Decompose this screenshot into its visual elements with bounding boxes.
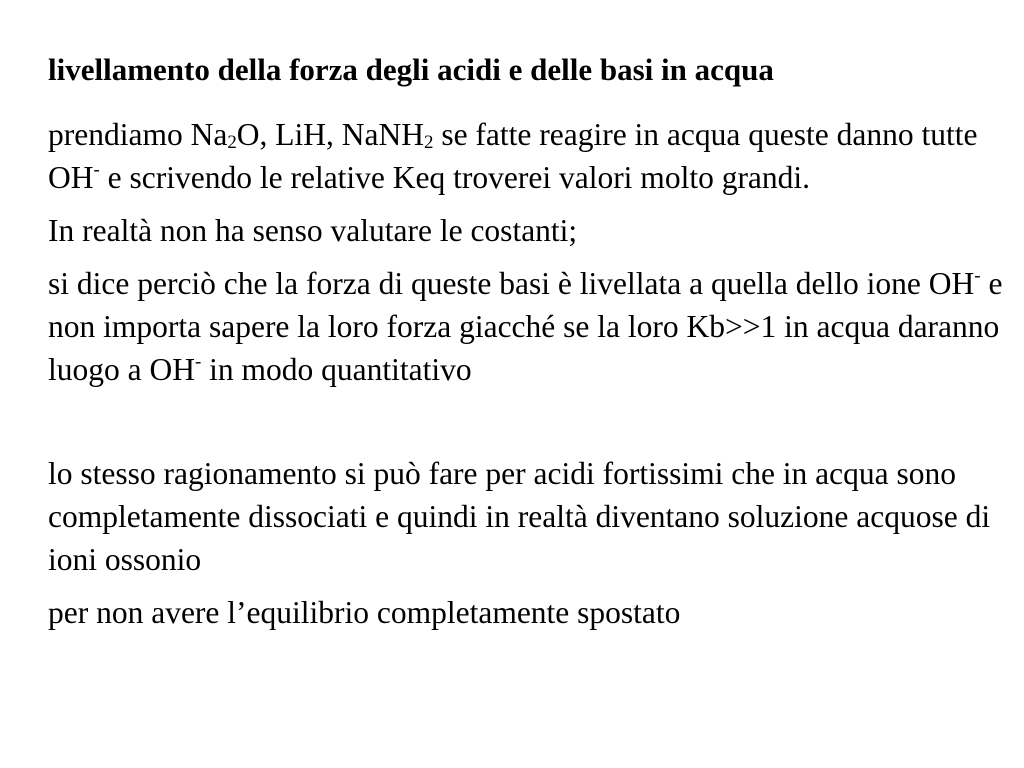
- text-segment: in modo quantitativo: [201, 352, 472, 387]
- text-segment: si dice perciò che la forza di queste basi è livellata a quella dello ione OH: [48, 266, 975, 301]
- subscript: 2: [227, 131, 237, 153]
- superscript-charge: -: [194, 351, 202, 373]
- subscript: 2: [423, 131, 434, 153]
- text-segment: lo stesso ragionamento si può fare per acidi fortissimi che in acqua sono completamente dissociati e quindi in realtà diventano soluzione acquose di ioni ossonio: [48, 456, 991, 577]
- slide-body: [48, 113, 1018, 634]
- paragraph-constants: [48, 209, 1018, 252]
- text-segment: O, LiH, NaNH: [236, 117, 424, 152]
- paragraph-strong-acids: [48, 452, 1018, 581]
- paragraph-equilibrium: [48, 591, 1018, 634]
- text-segment: se fatte reagire in acqua queste danno tutte OH: [48, 117, 978, 195]
- superscript-charge: -: [93, 159, 100, 181]
- paragraph-leveling: [48, 262, 1018, 391]
- text-segment: In realtà non ha senso valutare le costanti;: [48, 213, 578, 248]
- slide-title: livellamento della forza degli acidi e delle basi in acqua: [48, 52, 774, 87]
- superscript-charge: -: [974, 265, 981, 287]
- paragraph-bases-in-water: [48, 113, 1018, 199]
- text-segment: e scrivendo le relative Keq troverei valori molto grandi.: [99, 160, 811, 195]
- text-segment: e non importa sapere la loro forza giacché se la loro Kb>>1 in acqua daranno luogo a OH: [48, 266, 1003, 387]
- text-segment: per non avere l’equilibrio completamente spostato: [48, 595, 681, 630]
- text-segment: prendiamo Na: [48, 117, 228, 152]
